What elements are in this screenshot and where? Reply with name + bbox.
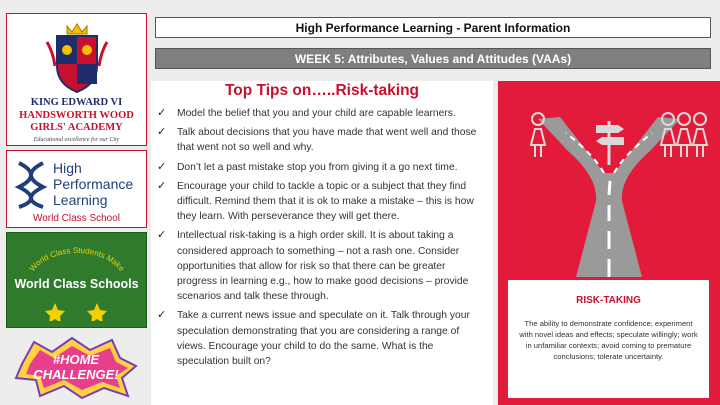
hpl-line-1: High xyxy=(53,160,82,176)
checkmark-icon: ✓ xyxy=(157,160,167,173)
tip-item xyxy=(157,125,487,155)
crossroads-illustration xyxy=(498,81,720,281)
school-logo xyxy=(6,13,147,146)
tip-item xyxy=(157,228,487,304)
tips-list xyxy=(157,106,487,373)
risk-taking-heading: RISK-TAKING xyxy=(576,295,641,306)
checkmark-icon: ✓ xyxy=(157,229,167,242)
risk-taking-panel xyxy=(498,81,720,405)
risk-taking-description: The ability to demonstrate confidence; experiment with novel ideas and effects; speculate willingly; work in unfamiliar contexts; avoid coming to premature conclusions; tolerate uncertainty. xyxy=(519,319,698,361)
tip-text: Take a current news issue and speculate on it. Talk through your speculation demonstrating that you are considering a range of views. Encourage your child to do the same. What is the speculation built on? xyxy=(177,310,470,368)
tip-item xyxy=(157,179,487,225)
tip-item xyxy=(157,106,487,121)
tips-panel xyxy=(151,81,493,405)
tip-text: Model the belief that you and your child are capable learners. xyxy=(177,108,456,119)
checkmark-icon: ✓ xyxy=(157,126,167,139)
hpl-line-3: Learning xyxy=(53,192,108,208)
tip-text: Intellectual risk-taking is a high order skill. It is about taking a considered approach to something – not a rash one. Consider opportunities that allow for risk so that there can be greater progress in learning e.g., how to make good decisions – provide scenarios and talk these through. xyxy=(177,230,469,303)
world-class-schools-logo xyxy=(6,232,147,328)
hpl-line-2: Performance xyxy=(53,176,134,192)
star-icon xyxy=(45,303,65,321)
school-crest-icon xyxy=(45,22,109,94)
home-challenge-badge xyxy=(12,334,140,400)
svg-text:World Class Students Make xyxy=(28,246,127,274)
home-challenge-text: #HOME CHALLENGE! xyxy=(33,352,119,382)
tip-text: Talk about decisions that you have made that went well and those that went not so well and why. xyxy=(177,127,477,154)
checkmark-icon: ✓ xyxy=(157,107,167,119)
school-tagline: Educational excellence for our City xyxy=(33,137,120,143)
tip-text: Don’t let a past mistake stop you from giving it a go next time. xyxy=(177,161,458,173)
hpl-knot-icon xyxy=(13,159,49,209)
risk-taking-card xyxy=(508,280,709,398)
tip-item xyxy=(157,160,487,175)
page-title: High Performance Learning - Parent Information xyxy=(155,17,711,38)
tip-text: Encourage your child to tackle a topic or a subject that they find difficult. Remind them that it is ok to make a mistake – this is how they learn. With perseverance they will get there. xyxy=(177,180,474,223)
checkmark-icon: ✓ xyxy=(157,309,167,322)
wcs-title: World Class Schools xyxy=(14,277,139,291)
checkmark-icon: ✓ xyxy=(157,179,167,192)
tips-title: Top Tips on…..Risk-taking xyxy=(224,82,420,99)
signpost-icon xyxy=(596,121,624,165)
tip-item xyxy=(157,308,487,369)
hpl-subtitle: World Class School xyxy=(32,213,121,224)
wcs-arc-text: World Class Students Make xyxy=(27,245,127,274)
school-name-line-3: GIRLS' ACADEMY xyxy=(30,122,123,133)
star-icon xyxy=(87,303,107,321)
week-banner: WEEK 5: Attributes, Values and Attitudes (VAAs) xyxy=(155,48,711,69)
school-name-line-2: HANDSWORTH WOOD xyxy=(19,110,134,121)
hpl-logo xyxy=(6,150,147,228)
school-name-line-1: KING EDWARD VI xyxy=(30,97,123,108)
